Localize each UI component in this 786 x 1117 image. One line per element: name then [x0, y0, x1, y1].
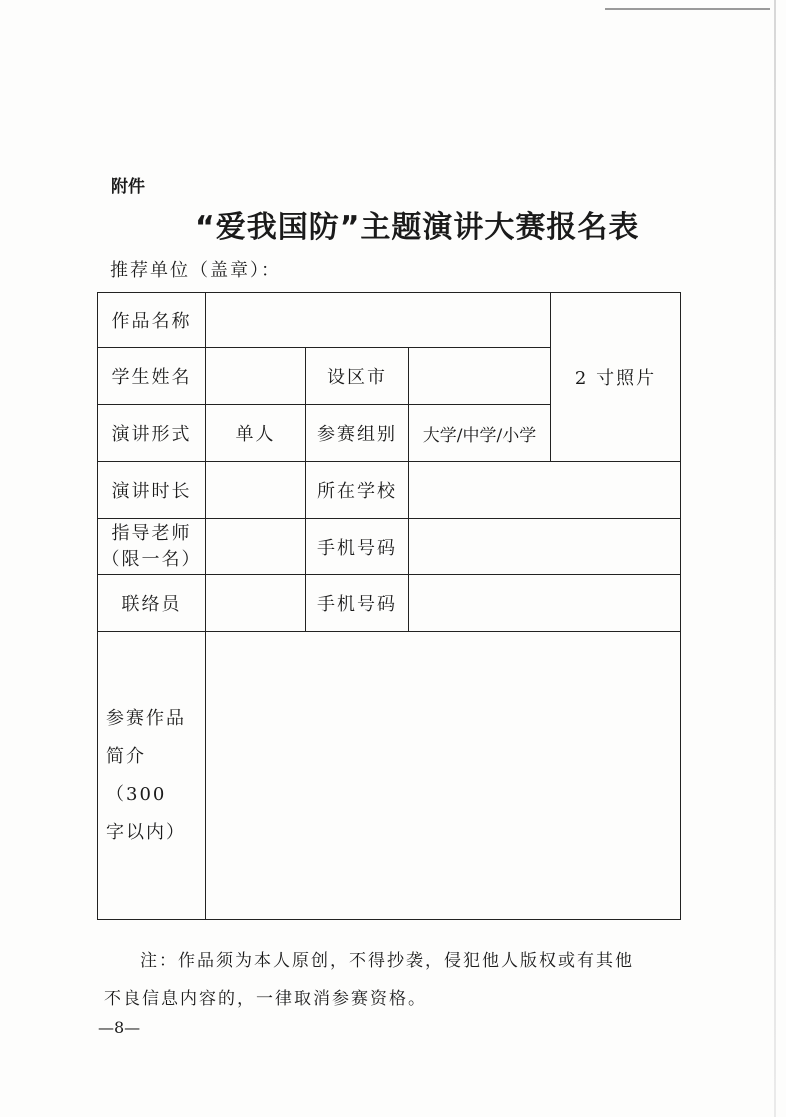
page-edge-right: [774, 0, 776, 1117]
contact-field[interactable]: [206, 575, 306, 632]
contact-label: 联络员: [98, 575, 206, 632]
table-row: [98, 293, 681, 348]
student-name-label: 学生姓名: [98, 348, 206, 405]
district-label: 设区市: [306, 348, 409, 405]
table-row: [98, 632, 681, 920]
registration-form-table: [97, 292, 681, 920]
duration-label: 演讲时长: [98, 462, 206, 519]
speech-form-label: 演讲形式: [98, 405, 206, 462]
work-name-label: 作品名称: [98, 293, 206, 348]
school-field[interactable]: [409, 462, 681, 519]
group-label: 参赛组别: [306, 405, 409, 462]
table-row: [98, 462, 681, 519]
teacher-label-line2: （限一名）: [101, 548, 202, 570]
teacher-phone-label: 手机号码: [306, 519, 409, 575]
intro-label-line1: 参赛作品: [106, 707, 186, 729]
student-name-field[interactable]: [206, 348, 306, 405]
intro-label: [98, 632, 206, 920]
group-value: 大学/中学/小学: [409, 405, 551, 462]
teacher-label: [98, 519, 206, 575]
recommend-unit-label: 推荐单位（盖章）：: [110, 260, 281, 281]
teacher-field[interactable]: [206, 519, 306, 575]
speech-form-value: 单人: [206, 405, 306, 462]
note-line2: 不良信息内容的，一律取消参赛资格。: [104, 989, 427, 1009]
intro-label-line3: 字以内）: [106, 821, 186, 843]
duration-field[interactable]: [206, 462, 306, 519]
table-row: [98, 519, 681, 575]
contact-phone-label: 手机号码: [306, 575, 409, 632]
intro-label-line2: 简介（300: [106, 745, 167, 805]
work-name-field[interactable]: [206, 293, 551, 348]
school-label: 所在学校: [306, 462, 409, 519]
form-title: “爱我国防”主题演讲大赛报名表: [195, 210, 640, 245]
teacher-label-line1: 指导老师: [111, 522, 192, 544]
teacher-phone-field[interactable]: [409, 519, 681, 575]
intro-field[interactable]: [206, 632, 681, 920]
note: [104, 942, 674, 1018]
district-field[interactable]: [409, 348, 551, 405]
photo-box: 2 寸照片: [551, 293, 681, 462]
page-edge-top: [605, 8, 770, 10]
table-row: [98, 575, 681, 632]
contact-phone-field[interactable]: [409, 575, 681, 632]
note-line1: 注：作品须为本人原创，不得抄袭，侵犯他人版权或有其他: [140, 951, 634, 971]
attachment-label: 附件: [111, 177, 145, 197]
page-number: —8—: [98, 1018, 141, 1037]
